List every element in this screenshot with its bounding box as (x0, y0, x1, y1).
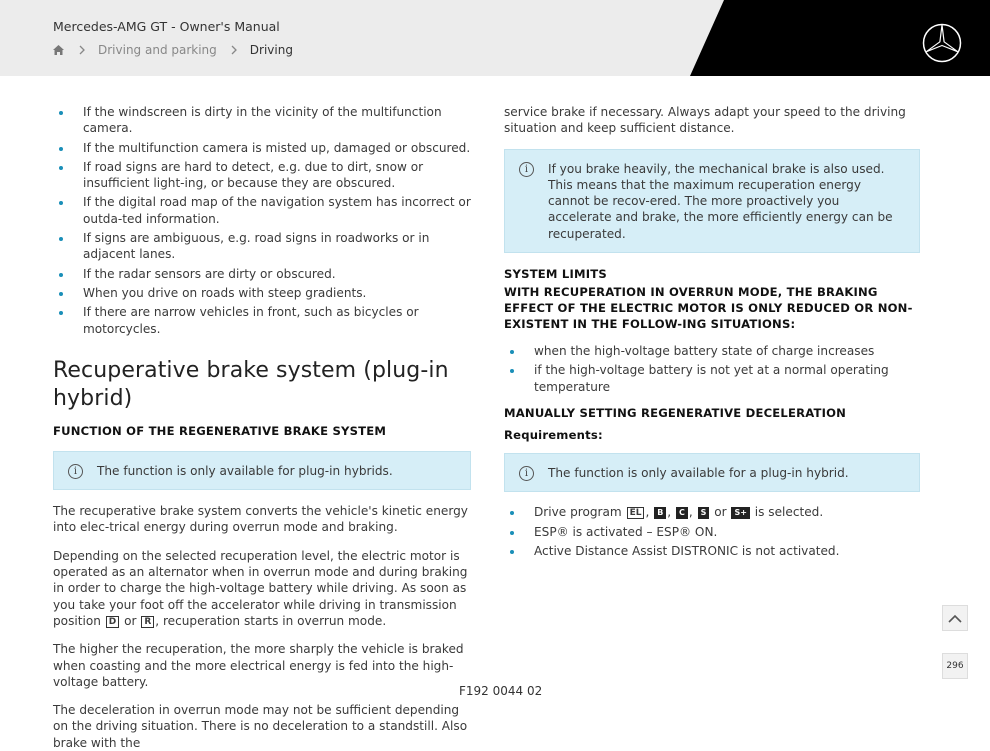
paragraph-text: , recuperation starts in overrun mode. (155, 613, 387, 628)
list-item (504, 504, 920, 520)
header-bar (0, 0, 990, 76)
manual-deceleration-heading: MANUALLY SETTING REGENERATIVE DECELERATION (504, 405, 847, 420)
drive-program-key-b: B (654, 507, 666, 519)
drive-program-key-c: C (676, 507, 688, 519)
paragraph: The deceleration in overrun mode may not be sufficient depending on the driving situation. There is no deceleration to a standstill. Also brake with the (53, 703, 468, 750)
scroll-to-top-button[interactable] (942, 605, 968, 631)
info-note (504, 149, 920, 253)
info-icon: i (519, 466, 534, 481)
conditions-list (53, 104, 471, 337)
list-item: If signs are ambiguous, e.g. road signs in roadworks or in adjacent lanes. (53, 230, 471, 263)
list-item: If there are narrow vehicles in front, such as bicycles or motorcycles. (53, 304, 471, 337)
list-text: is selected. (754, 505, 824, 520)
page-code: F192 0044 02 (459, 684, 543, 698)
paragraph-text: Depending on the selected recuperation level, the electric motor is operated as an alternator when in overrun mode and during braking in order to charge the high-voltage battery while driving. As soon as you take your foot off the accelerator while driving in transmission position (53, 548, 468, 628)
list-item: If the digital road map of the navigation system has incorrect or outda-ted information. (53, 194, 471, 227)
paragraph-text: or (124, 613, 137, 628)
requirements-label: Requirements: (504, 427, 603, 442)
drive-program-key-s-plus: S+ (731, 507, 749, 519)
transmission-key-d: D (106, 616, 119, 628)
paragraph: The higher the recuperation, the more sharply the vehicle is braked when coasting and the more electrical energy is fed into the high-voltage battery. (53, 642, 464, 689)
drive-program-key-el: EL (627, 507, 645, 519)
paragraph: The recuperative brake system converts the vehicle's kinetic energy into elec-trical energy during overrun mode and braking. (53, 504, 468, 535)
breadcrumb-driving[interactable]: Driving (249, 43, 293, 57)
separator: , (688, 505, 693, 520)
chevron-up-icon (948, 614, 962, 623)
requirements-list (504, 504, 920, 559)
drive-program-key-s: S (698, 507, 710, 519)
function-heading: FUNCTION OF THE REGENERATIVE BRAKE SYSTEM (53, 423, 387, 438)
page-number-button[interactable]: 296 (942, 653, 968, 679)
list-item: If road signs are hard to detect, e.g. due to dirt, snow or insufficient light-ing, or because they are obscured. (53, 159, 471, 192)
transmission-key-r: R (141, 616, 154, 628)
section-title: Recuperative brake system (plug-in hybrid) (53, 357, 449, 411)
limits-list (504, 343, 920, 395)
note-text: If you brake heavily, the mechanical brake is also used. This means that the maximum recuperation energy cannot be recov-ered. The more proactively you accelerate and brake, the more efficiently energy can be recuperated. (548, 161, 893, 241)
list-item: If the windscreen is dirty in the vicinity of the multifunction camera. (53, 104, 471, 137)
info-note (504, 453, 920, 492)
note-text: The function is only available for a plug-in hybrid. (548, 465, 849, 480)
list-item: If the radar sensors are dirty or obscured. (53, 266, 471, 282)
breadcrumb-driving-and-parking[interactable]: Driving and parking (98, 43, 217, 57)
info-icon: i (68, 464, 83, 479)
list-item: When you drive on roads with steep gradients. (53, 285, 471, 301)
list-item: ESP® is activated – ESP® ON. (504, 524, 920, 540)
right-column (504, 104, 920, 559)
system-limits-heading: SYSTEM LIMITS (504, 267, 607, 282)
list-item: if the high-voltage battery is not yet at a normal operating temperature (504, 362, 920, 395)
list-item: Active Distance Assist DISTRONIC is not activated. (504, 543, 920, 559)
breadcrumb (52, 42, 293, 58)
info-note (53, 451, 471, 490)
chevron-right-icon (79, 45, 85, 55)
list-item: If the multifunction camera is misted up, damaged or obscured. (53, 140, 471, 156)
manual-title: Mercedes-AMG GT - Owner's Manual (53, 19, 280, 34)
home-icon[interactable] (52, 44, 65, 56)
separator: , (645, 505, 650, 520)
note-text: The function is only available for plug-in hybrids. (97, 463, 393, 478)
paragraph: service brake if necessary. Always adapt your speed to the driving situation and keep sufficient distance. (504, 105, 906, 136)
paragraph (53, 548, 471, 629)
limits-heading: WITH RECUPERATION IN OVERRUN MODE, THE BRAKING EFFECT OF THE ELECTRIC MOTOR IS ONLY REDUCED OR NON-EXISTENT IN THE FOLLOW-ING SITUATIONS: (504, 285, 913, 332)
list-item: when the high-voltage battery state of charge increases (504, 343, 920, 359)
info-icon: i (519, 162, 534, 177)
mercedes-star-logo (922, 23, 962, 63)
left-column (53, 104, 471, 751)
separator: , (667, 505, 672, 520)
list-text: or (714, 505, 727, 520)
list-text: Drive program (534, 505, 622, 520)
chevron-right-icon (231, 45, 237, 55)
